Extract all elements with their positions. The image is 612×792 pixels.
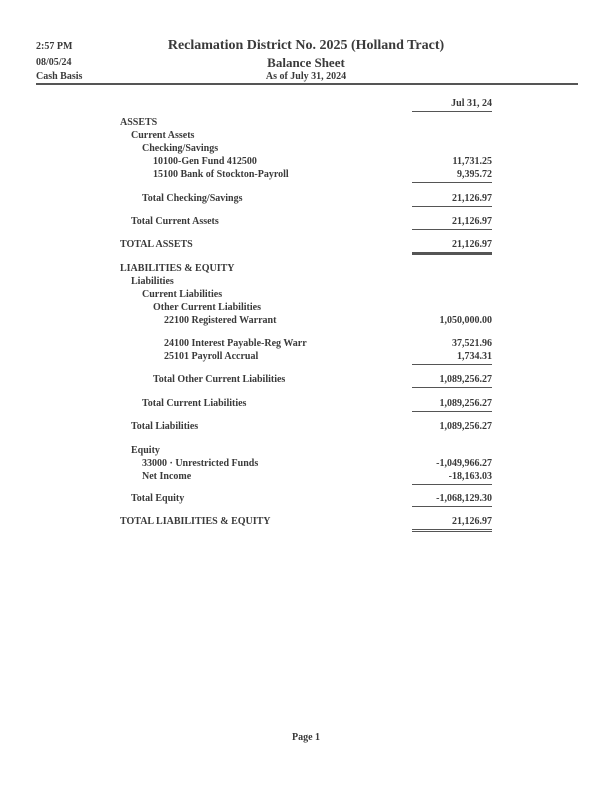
total-amount: 21,126.97: [452, 193, 492, 204]
current-assets-heading: Current Assets: [131, 130, 195, 141]
total-amount: 1,089,256.27: [439, 421, 492, 432]
subtotal-rule: [412, 506, 492, 507]
total-label: Total Current Liabilities: [142, 398, 247, 409]
total-label: Total Equity: [131, 493, 185, 504]
total-amount: 1,089,256.27: [439, 374, 492, 385]
account-amount: 9,395.72: [457, 169, 492, 180]
grand-total-double-rule: [412, 529, 492, 532]
grand-total-rule: [412, 252, 492, 255]
report-title: Balance Sheet: [267, 55, 345, 70]
checking-savings-heading: Checking/Savings: [142, 143, 219, 154]
column-header: Jul 31, 24: [412, 98, 492, 112]
subtotal-rule: [412, 484, 492, 485]
total-amount: 1,089,256.27: [439, 398, 492, 409]
total-amount: -1,068,129.30: [436, 493, 492, 504]
total-label: Total Current Assets: [131, 216, 219, 227]
account-amount: -1,049,966.27: [436, 458, 492, 469]
account-amount: 11,731.25: [452, 156, 492, 167]
other-current-heading: Other Current Liabilities: [153, 302, 261, 313]
account-label: 24100 Interest Payable-Reg Warr: [164, 338, 307, 349]
total-label: Total Checking/Savings: [142, 193, 243, 204]
subtotal-rule: [412, 229, 492, 230]
account-label: 22100 Registered Warrant: [164, 315, 277, 326]
header-divider: [36, 83, 578, 85]
subtotal-rule: [412, 411, 492, 412]
grand-total-label: TOTAL ASSETS: [120, 239, 193, 250]
equity-heading: Equity: [131, 445, 160, 456]
account-label: 33000 · Unrestricted Funds: [142, 458, 259, 469]
subtotal-rule: [412, 182, 492, 183]
assets-heading: ASSETS: [120, 117, 158, 128]
current-liabilities-heading: Current Liabilities: [142, 289, 223, 300]
report-basis: Cash Basis: [36, 71, 83, 82]
liabilities-equity-heading: LIABILITIES & EQUITY: [120, 263, 235, 274]
report-date: 08/05/24: [36, 57, 72, 68]
grand-total-amount: 21,126.97: [452, 516, 492, 527]
account-amount: 37,521.96: [452, 338, 492, 349]
grand-total-amount: 21,126.97: [452, 239, 492, 250]
total-label: Total Liabilities: [131, 421, 199, 432]
grand-total-label: TOTAL LIABILITIES & EQUITY: [120, 516, 271, 527]
account-label: 25101 Payroll Accrual: [164, 351, 259, 362]
account-label: 15100 Bank of Stockton-Payroll: [153, 169, 289, 180]
subtotal-rule: [412, 387, 492, 388]
company-title: Reclamation District No. 2025 (Holland Tract): [167, 38, 445, 53]
subtotal-rule: [412, 206, 492, 207]
report-as-of: As of July 31, 2024: [265, 71, 347, 82]
account-amount: -18,163.03: [448, 471, 492, 482]
account-amount: 1,734.31: [457, 351, 492, 362]
total-label: Total Other Current Liabilities: [153, 374, 286, 385]
total-amount: 21,126.97: [452, 216, 492, 227]
account-label: 10100-Gen Fund 412500: [153, 156, 257, 167]
subtotal-rule: [412, 364, 492, 365]
report-time: 2:57 PM: [36, 41, 73, 52]
liabilities-heading: Liabilities: [131, 276, 174, 287]
account-amount: 1,050,000.00: [439, 315, 492, 326]
page-number: Page 1: [291, 732, 321, 743]
account-label: Net Income: [142, 471, 192, 482]
